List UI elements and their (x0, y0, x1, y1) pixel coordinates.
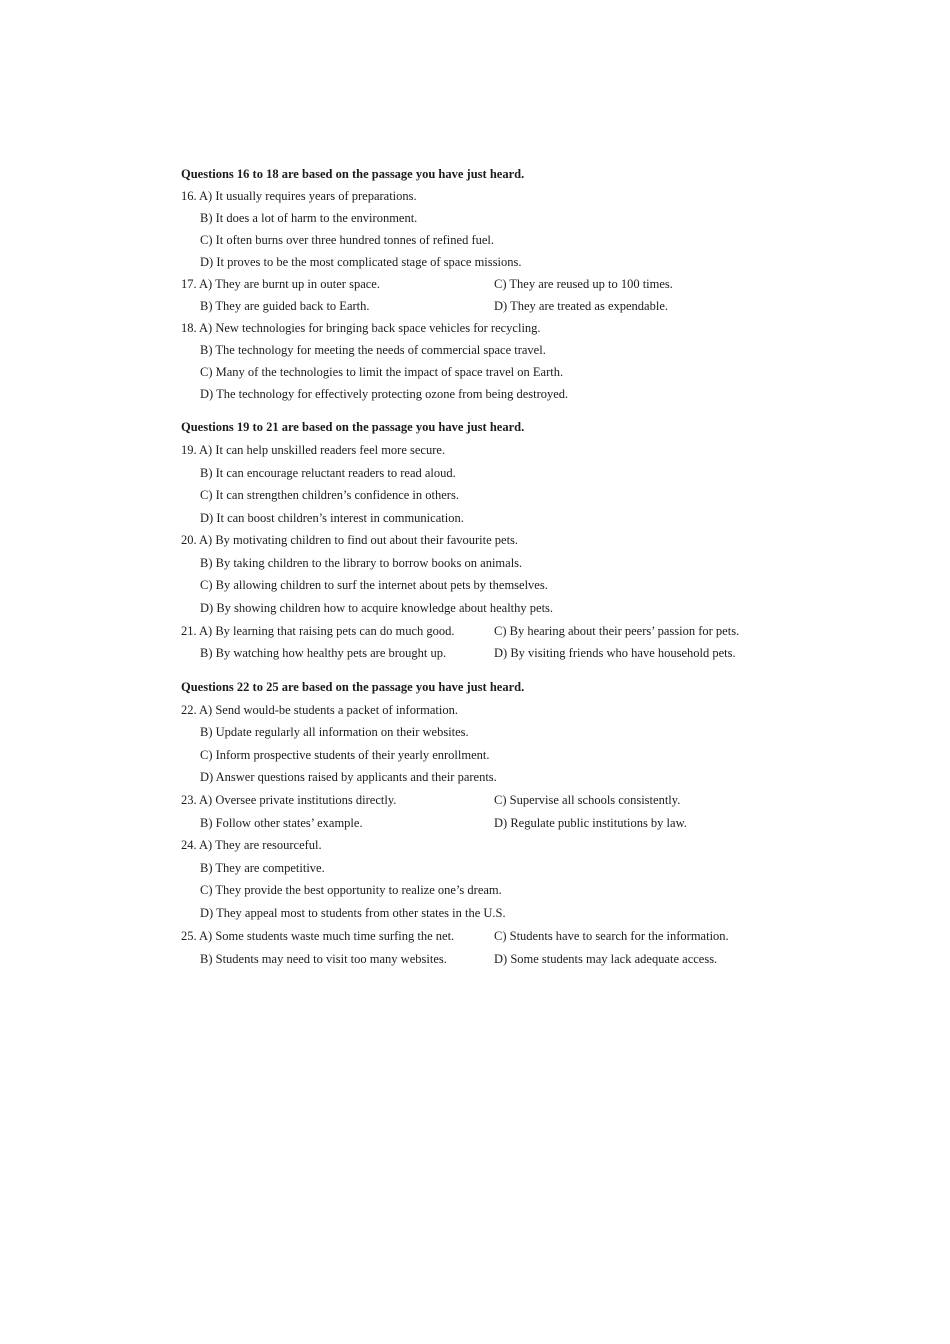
question-number: 24. (181, 838, 197, 852)
question-number: 22. (181, 703, 197, 717)
option: B) It can encourage reluctant readers to read aloud. (200, 466, 456, 480)
option: C) Supervise all schools consistently. (494, 793, 681, 807)
option: C) They provide the best opportunity to realize one’s dream. (200, 883, 502, 897)
option: B) By watching how healthy pets are brought up. (200, 646, 447, 660)
option: B) Follow other states’ example. (200, 816, 363, 830)
option: D) They appeal most to students from other states in the U.S. (200, 906, 506, 920)
option: D) Some students may lack adequate access. (494, 952, 718, 966)
option: B) They are guided back to Earth. (200, 299, 370, 313)
option: B) They are competitive. (200, 861, 325, 875)
option: D) The technology for effectively protecting ozone from being destroyed. (200, 387, 569, 401)
section-title: Questions 19 to 21 are based on the passage you have just heard. (181, 420, 525, 434)
option: A) It usually requires years of preparations. (199, 189, 417, 203)
question-number: 21. (181, 624, 197, 638)
section-title: Questions 16 to 18 are based on the passage you have just heard. (181, 167, 525, 181)
option: A) They are burnt up in outer space. (199, 277, 380, 291)
option: C) It can strengthen children’s confidence in others. (200, 488, 459, 502)
option: D) By visiting friends who have household pets. (494, 646, 736, 660)
option: A) Send would-be students a packet of information. (199, 703, 458, 717)
option: A) By motivating children to find out about their favourite pets. (199, 533, 519, 547)
option: C) By hearing about their peers’ passion for pets. (494, 624, 740, 638)
option: D) Regulate public institutions by law. (494, 816, 687, 830)
option: D) By showing children how to acquire knowledge about healthy pets. (200, 601, 554, 615)
question-number: 25. (181, 929, 197, 943)
option: C) Inform prospective students of their yearly enrollment. (200, 748, 490, 762)
question-number: 16. (181, 189, 197, 203)
option: D) It proves to be the most complicated stage of space missions. (200, 255, 522, 269)
question-number: 18. (181, 321, 197, 335)
question-number: 20. (181, 533, 197, 547)
option: A) Some students waste much time surfing the net. (199, 929, 455, 943)
option: A) By learning that raising pets can do much good. (199, 624, 455, 638)
option: C) Students have to search for the information. (494, 929, 729, 943)
question-number: 17. (181, 277, 197, 291)
option: C) It often burns over three hundred tonnes of refined fuel. (200, 233, 495, 247)
option: C) They are reused up to 100 times. (494, 277, 673, 291)
option: B) Students may need to visit too many websites. (200, 952, 447, 966)
section-title: Questions 22 to 25 are based on the passage you have just heard. (181, 680, 525, 694)
option: B) The technology for meeting the needs of commercial space travel. (200, 343, 546, 357)
option: B) It does a lot of harm to the environment. (200, 211, 418, 225)
question-number: 23. (181, 793, 197, 807)
option: A) New technologies for bringing back space vehicles for recycling. (199, 321, 541, 335)
option: B) By taking children to the library to borrow books on animals. (200, 556, 523, 570)
option: A) Oversee private institutions directly. (199, 793, 397, 807)
option: A) They are resourceful. (199, 838, 322, 852)
option: B) Update regularly all information on their websites. (200, 725, 469, 739)
option: A) It can help unskilled readers feel more secure. (199, 443, 446, 457)
option: D) It can boost children’s interest in communication. (200, 511, 464, 525)
question-number: 19. (181, 443, 197, 457)
option: D) Answer questions raised by applicants and their parents. (200, 770, 497, 784)
option: C) Many of the technologies to limit the impact of space travel on Earth. (200, 365, 564, 379)
option: D) They are treated as expendable. (494, 299, 668, 313)
option: C) By allowing children to surf the internet about pets by themselves. (200, 578, 548, 592)
